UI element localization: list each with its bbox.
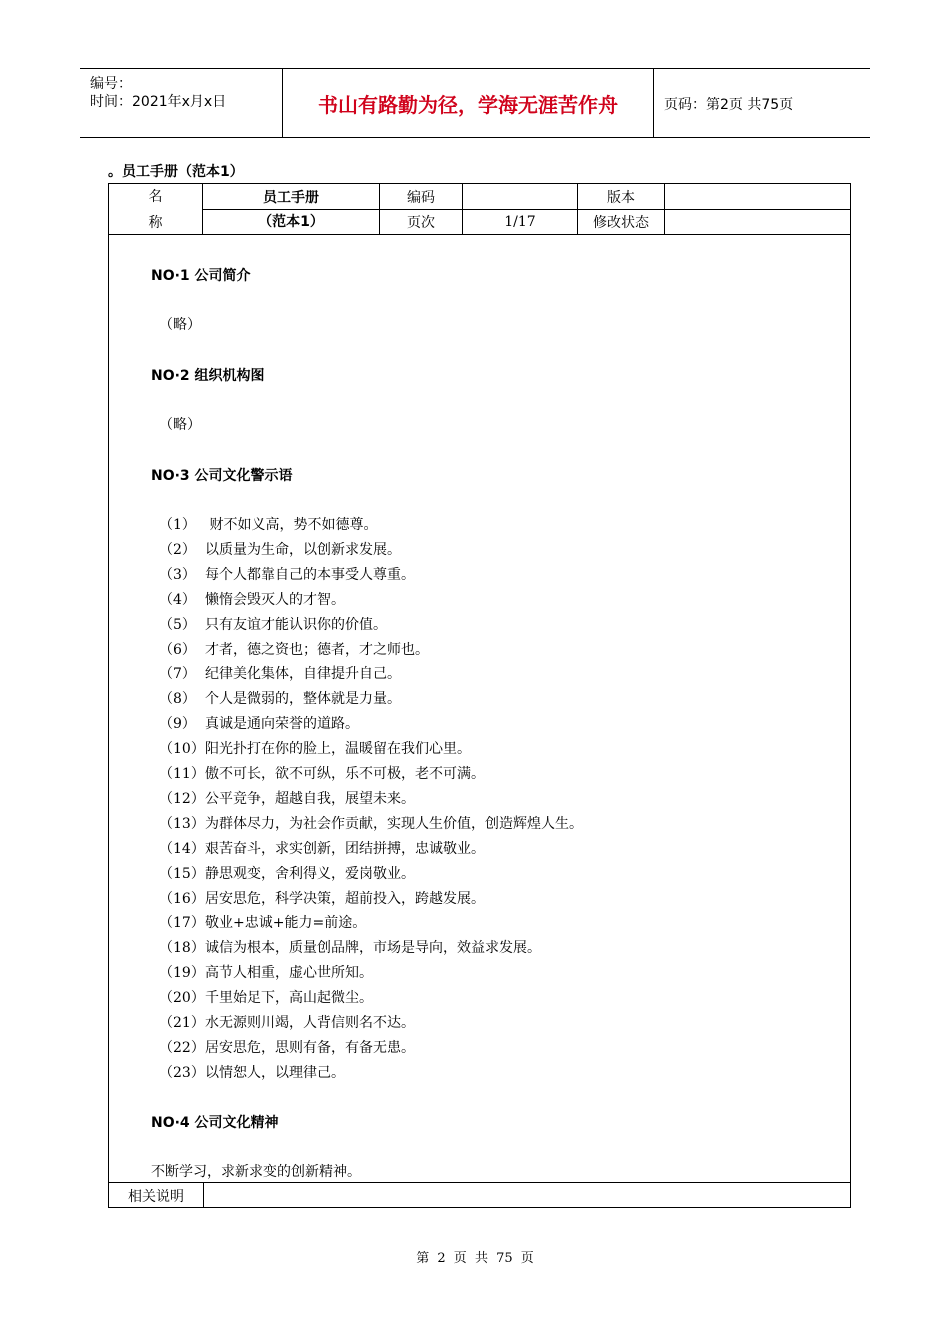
slogan-text: 真诚是通向荣誉的道路。 (205, 716, 359, 733)
slogan-text: 为群体尽力，为社会作贡献，实现人生价值，创造辉煌人生。 (205, 815, 583, 832)
slogan-number: （22） (159, 1039, 205, 1056)
slogan-item (159, 937, 541, 957)
slogan-item (159, 838, 485, 858)
slogan-number: （14） (159, 840, 205, 857)
slogan-number: （10） (159, 741, 205, 758)
slogan-number: （15） (159, 865, 205, 882)
header-time-label: 时间：2021年x月x日 (90, 94, 227, 110)
name-label-1: 名 (148, 189, 163, 205)
name-value-cell (203, 184, 380, 234)
slogan-item (159, 788, 415, 808)
slogan-item (159, 514, 377, 534)
slogan-number: （8） (159, 691, 196, 708)
code-label: 编码 (380, 184, 463, 209)
slogan-text: 公平竞争，超越自我，展望未来。 (205, 790, 415, 807)
slogan-number: （21） (159, 1015, 205, 1031)
slogan-item (159, 1037, 415, 1057)
page-label: 页次 (380, 209, 463, 234)
slogan-number: （12） (159, 790, 205, 807)
slogan-item (159, 1062, 345, 1082)
slogan-text: 阳光扑打在你的脸上，温暖留在我们心里。 (205, 741, 471, 758)
header-motto: 书山有路勤为径，学海无涯苦作舟 (283, 69, 654, 137)
slogan-number: （9） (159, 716, 196, 733)
section-heading-4: NO·4 公司文化精神 (151, 1115, 279, 1131)
slogan-text: 以情恕人，以理律己。 (205, 1064, 345, 1081)
name-value-1: 员工手册 (263, 190, 319, 206)
slogan-item (159, 888, 485, 908)
slogan-text: 财不如义高，势不如德尊。 (205, 517, 378, 533)
slogan-item (159, 564, 415, 584)
slogan-text: 艰苦奋斗，求实创新，团结拼搏，忠诚敬业。 (205, 840, 485, 857)
name-value-2: （范本1） (258, 214, 324, 230)
footer-total-pages: 75 (496, 1251, 513, 1266)
slogan-text: 个人是微弱的，整体就是力量。 (205, 691, 401, 708)
header-number-label: 编号： (90, 76, 132, 92)
slogan-text: 居安思危，科学决策，超前投入，跨越发展。 (205, 890, 485, 907)
slogan-number: （11） (159, 766, 205, 782)
slogan-item (159, 912, 366, 932)
name-label-2: 称 (148, 215, 163, 231)
section-heading-3: NO·3 公司文化警示语 (151, 468, 293, 484)
header-page-info: 页码：第2页 共75页 (664, 97, 794, 113)
slogan-number: （13） (159, 815, 205, 832)
version-label: 版本 (578, 184, 665, 209)
footer-current-page: 2 (437, 1251, 446, 1266)
slogan-item (159, 639, 429, 659)
slogan-text: 高节人相重，虚心世所知。 (205, 965, 373, 982)
page-header (80, 68, 870, 138)
revision-label: 修改状态 (578, 209, 665, 234)
section-body-4: 不断学习，求新求变的创新精神。 (151, 1164, 361, 1180)
footer-p4: 页 (520, 1251, 534, 1266)
slogan-item (159, 962, 373, 982)
slogan-number: （7） (159, 666, 196, 683)
slogan-text: 每个人都靠自己的本事受人尊重。 (205, 566, 415, 583)
slogan-number: （23） (159, 1064, 205, 1081)
section-body-1: （略） (159, 317, 201, 333)
slogan-item (159, 1012, 415, 1032)
slogan-text: 诚信为根本，质量创品牌，市场是导向，效益求发展。 (205, 940, 541, 957)
slogan-item (159, 987, 373, 1007)
footer-p2: 页 (453, 1251, 467, 1266)
slogan-text: 傲不可长，欲不可纵，乐不可极，老不可满。 (205, 766, 485, 782)
slogan-item (159, 738, 471, 758)
slogan-text: 纪律美化集体，自律提升自己。 (205, 666, 401, 683)
section-body-2: （略） (159, 417, 201, 433)
slogan-text: 只有友谊才能认识你的价值。 (205, 616, 387, 633)
related-notes-row (109, 1182, 850, 1208)
slogan-item (159, 539, 401, 559)
slogan-item (159, 713, 359, 733)
slogan-number: （19） (159, 965, 205, 982)
slogan-text: 居安思危，思则有备，有备无患。 (205, 1039, 415, 1056)
revision-value (665, 209, 850, 234)
slogan-item (159, 863, 415, 883)
document-title: 。员工手册（范本1） (108, 164, 244, 180)
slogan-text: 懒惰会毁灭人的才智。 (205, 591, 345, 608)
header-info (80, 69, 283, 137)
slogan-item (159, 763, 485, 783)
slogan-number: （4） (159, 591, 196, 608)
slogan-number: （3） (159, 566, 196, 583)
slogan-number: （2） (159, 541, 196, 558)
slogan-text: 千里始足下，高山起微尘。 (205, 990, 373, 1007)
slogan-number: （18） (159, 940, 205, 957)
slogan-number: （20） (159, 990, 205, 1007)
handbook-frame (108, 183, 851, 1208)
meta-table (109, 184, 850, 235)
slogan-text: 敬业+忠诚+能力=前途。 (205, 915, 367, 932)
slogan-number: （6） (159, 641, 196, 658)
slogan-item (159, 813, 583, 833)
page-value: 1/17 (463, 209, 578, 234)
slogan-item (159, 614, 387, 634)
slogan-number: （1） (159, 517, 196, 533)
slogan-text: 以质量为生命，以创新求发展。 (205, 541, 401, 558)
footer-p3: 共 (474, 1251, 488, 1266)
footer-p1: 第 (416, 1251, 430, 1266)
slogan-text: 才者，德之资也；德者，才之师也。 (205, 641, 429, 658)
name-label-cell (109, 184, 203, 234)
slogan-number: （16） (159, 890, 205, 907)
slogan-number: （17） (159, 915, 205, 932)
section-heading-1: NO·1 公司简介 (151, 268, 251, 284)
version-value (665, 184, 850, 209)
slogan-text: 静思观变，舍利得义，爱岗敬业。 (205, 865, 415, 882)
slogan-number: （5） (159, 616, 196, 633)
slogan-item (159, 589, 345, 609)
slogan-text: 水无源则川竭，人背信则名不达。 (205, 1015, 415, 1031)
related-notes-label: 相关说明 (109, 1183, 204, 1208)
code-value (463, 184, 578, 209)
section-heading-2: NO·2 组织机构图 (151, 368, 265, 384)
slogan-item (159, 688, 401, 708)
page-footer (0, 1247, 950, 1266)
slogan-item (159, 663, 401, 683)
